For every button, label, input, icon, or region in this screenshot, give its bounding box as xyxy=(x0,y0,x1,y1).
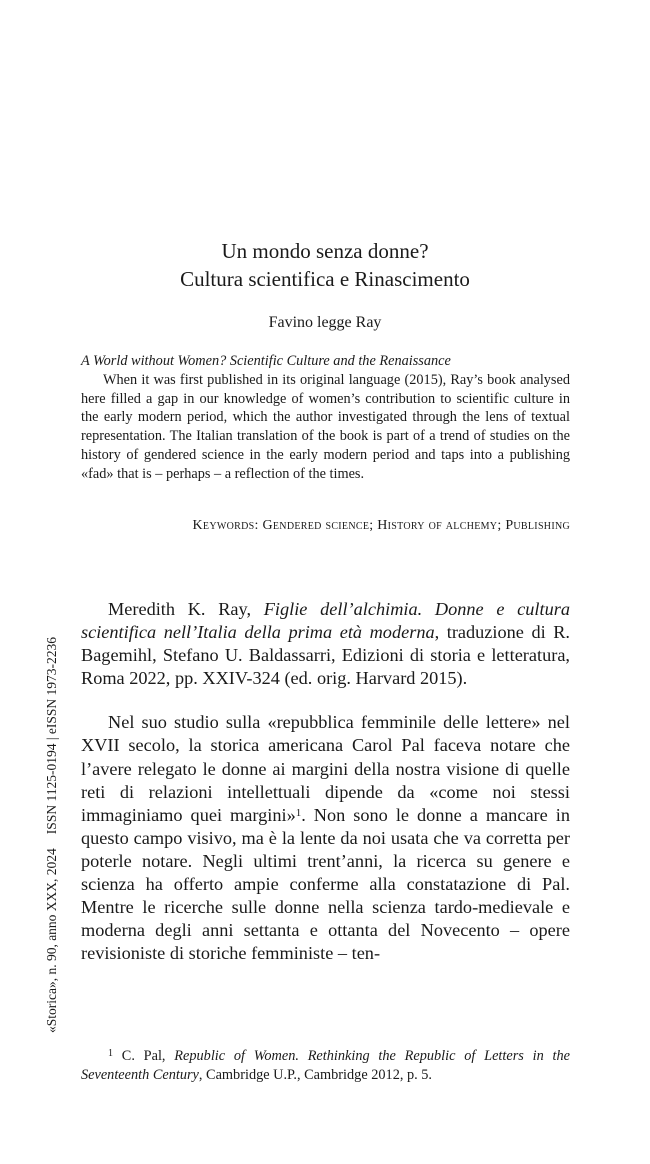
footnote xyxy=(81,1047,570,1085)
abstract-title: A World without Women? Scientific Culture and the Renaissance xyxy=(81,353,451,369)
main-text xyxy=(81,598,570,965)
title-line-1: Un mondo senza donne? xyxy=(221,239,429,263)
footnote-number: 1 xyxy=(108,1048,113,1059)
body-paragraph xyxy=(81,711,570,965)
body-part-2: . Non sono le donne a mancare in questo campo visivo, ma è la lente da noi usata che va corretta per poterle notare. Negli ultimi trent’anni, la ricerca su genere e scienza ha offerto ampie conferme alla constatazione di Pal. Mentre le ricerche sulle donne nella scienza tardo-medievale e moderna degli anni settanta e ottanta del Novecento – opere revisioniste di storiche femministe – ten- xyxy=(81,804,570,964)
footnote-rest: , Cambridge U.P., Cambridge 2012, p. 5. xyxy=(198,1066,433,1083)
english-abstract xyxy=(81,352,570,484)
running-head-journal: «Storica», n. 90, anno XXX, 2024 xyxy=(44,848,59,1034)
keywords-items: Gendered science; History of alchemy; Publishing xyxy=(262,518,570,533)
running-head xyxy=(40,585,64,1085)
citation-book-title: Figlie dell’alchimia. Donne e cultura scientifica nell’Italia della prima età moderna xyxy=(81,599,570,643)
book-citation xyxy=(81,598,570,690)
body-part-1: Nel suo studio sulla «repubblica femminile delle lettere» nel XVII secolo, la storica americana Carol Pal faceva notare che l’avere relegato le donne ai margini della nostra visione di quelle reti di relazioni intellettuali dipende da «come noi stessi immaginiamo quei margini» xyxy=(81,712,570,825)
abstract-text: When it was first published in its original language (2015), Ray’s book analysed here filled a gap in our knowledge of women’s contribution to scientific culture in the early modern period, which the author investigated through the lens of textual representation. The Italian translation of the book is part of a trend of studies on the history of gendered science in the early modern period and taps into a publishing «fad» that is – perhaps – a reflection of the times. xyxy=(81,371,570,482)
review-author: Favino legge Ray xyxy=(268,314,382,331)
keywords-label: Keywords: xyxy=(192,518,259,533)
citation-details: , traduzione di R. Bagemihl, Stefano U. Baldassarri, Edizioni di storia e letteratura, Roma 2022, pp. XXIV-324 (ed. orig. Harvard 2015). xyxy=(81,622,570,689)
footnote-reference[interactable]: 1 xyxy=(295,806,302,819)
citation-author: Meredith K. Ray, xyxy=(108,599,252,619)
footnote-author: C. Pal, xyxy=(121,1048,166,1064)
footnote-title: Republic of Women. Rethinking the Republic of Letters in the Seventeenth Century xyxy=(81,1048,570,1083)
running-head-issn: ISSN 1125-0194 | eISSN 1973-2236 xyxy=(44,636,59,835)
title-line-2: Cultura scientifica e Rinascimento xyxy=(180,267,470,291)
keywords xyxy=(81,516,570,535)
article-title xyxy=(0,237,650,293)
